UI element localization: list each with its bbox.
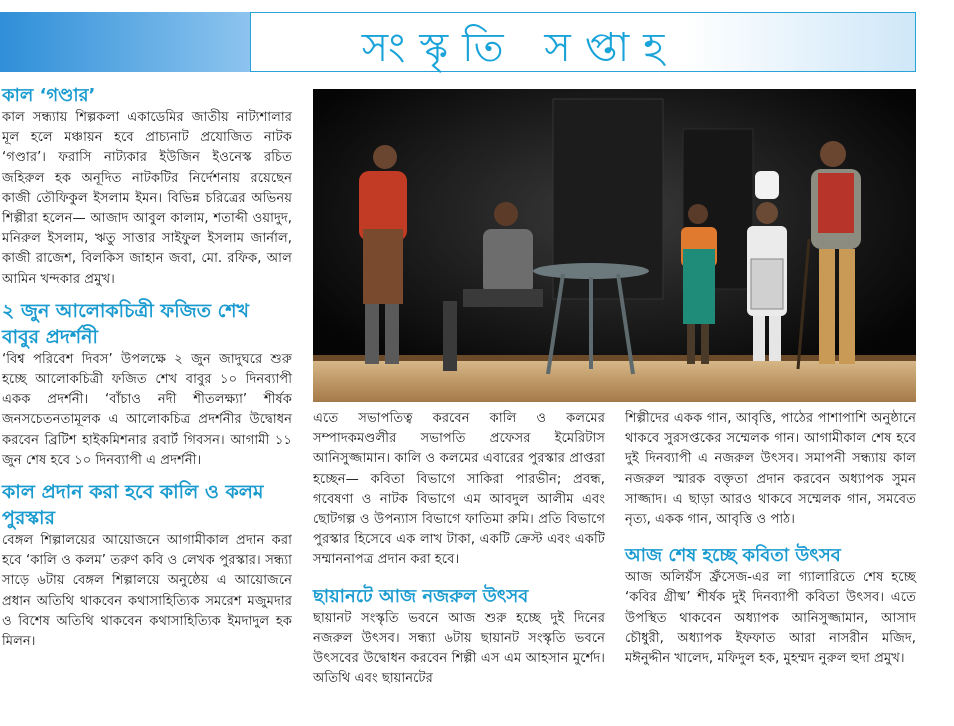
column-1 (2, 84, 292, 652)
headline-photo-exhibition: ২ জুন আলোকচিত্রী ফজিত শেখ বাবুর প্রদর্শনী (2, 299, 249, 348)
section-banner (0, 12, 916, 72)
article-kobita-utsab-body: আজ অলিয়ঁস ফ্রঁসেজ-এর লা গ্যালারিতে শেষ হচ্ছে ‘কবির গ্রীষ্ম’ শীর্ষক দুই দিনব্যাপী কবিতা উৎসব। এতে উপস্থিত থাকবেন অধ্যাপক আনিসুজ্জামান, আসাদ চৌধুরী, অধ্যাপক ইফফাত আরা নাসরীন মজিদ, মঈনুদ্দীন খালেদ, মফিদুল হক, মুহম্মদ নুরুল হুদা প্রমুখ। (625, 570, 916, 667)
column-3 (625, 409, 916, 669)
article-kali-o-kalam-body: বেঙ্গল শিল্পালয়ের আয়োজনে আগামীকাল প্রদান করা হবে ‘কালি ও কলম’ তরুণ কবি ও লেখক পুরস্কার। সন্ধ্যা সাড়ে ৬টায় বেঙ্গল শিল্পালয়ে অনুষ্ঠেয় এ আয়োজনে প্রধান অতিথি থাকবেন কথাসাহিত্যিক সমরেশ মজুমদার ও বিশেষ অতিথি থাকবেন কথাসাহিত্যিক ইমদাদুল হক মিলন। (2, 533, 292, 650)
stage-scene-image (313, 89, 916, 402)
column-2 (313, 409, 605, 689)
article-nazrul-utsab-continued: শিল্পীদের একক গান, আবৃত্তি, পাঠের পাশাপাশি অনুষ্ঠানে থাকবে সুরসপ্তকের সম্মেলক গান। আগামীকাল শেষ হবে দুই দিনব্যাপী এ নজরুল উৎসব। সমাপনী সন্ধ্যায় কাল নজরুল স্মারক বক্তৃতা প্রদান করবেন অধ্যাপক সুমন সাজ্জাদ। এ ছাড়া আরও থাকবে সম্মেলক গান, সমবেত নৃত্য, একক গান, আবৃত্তি ও পাঠ। (625, 411, 916, 528)
article-nazrul-utsab-body: ছায়ানট সংস্কৃতি ভবনে আজ শুরু হচ্ছে দুই দিনের নজরুল উৎসব। সন্ধ্যা ৬টায় ছায়ানট সংস্কৃতি ভবনে উৎসবের উদ্বোধন করবেন শিল্পী এস এম আহসান মুর্শেদ। অতিথি এবং ছায়ানটের (313, 610, 605, 687)
stage-photo (313, 89, 916, 402)
headline-kali-o-kalam: কাল প্রদান করা হবে কালি ও কলম পুরস্কার (2, 481, 264, 530)
headline-gondar: কাল ‘গণ্ডার’ (2, 85, 96, 106)
section-title: সংস্কৃতি সপ্তাহ (361, 25, 679, 71)
article-kali-o-kalam-continued: এতে সভাপতিত্ব করবেন কালি ও কলমের সম্পাদকমণ্ডলীর সভাপতি প্রফেসর ইমেরিটাস আনিসুজ্জামান। কালি ও কলমের এবারের পুরস্কার প্রাপ্তরা হচ্ছেন— কবিতা বিভাগে সাকিরা পারভীন; প্রবন্ধ, গবেষণা ও নাটক বিভাগে এম আবদুল আলীম এবং ছোটগল্প ও উপন্যাস বিভাগে ফাতিমা রুমি। প্রতি বিভাগে পুরস্কার হিসেবে এক লাখ টাকা, একটি ক্রেস্ট এবং একটি সম্মাননাপত্র প্রদান করা হবে। (313, 411, 605, 568)
headline-nazrul-utsab: ছায়ানটে আজ নজরুল উৎসব (313, 585, 529, 607)
banner-gradient (0, 12, 250, 72)
article-photo-exhibition-body: ‘বিশ্ব পরিবেশ দিবস’ উপলক্ষে ২ জুন জাদুঘরে শুরু হচ্ছে আলোকচিত্রী ফজিত শেখ বাবুর ১০ দিনব্যাপী একক প্রদর্শনী। ‘বাঁচাও নদী শীতলক্ষ্যা’ শীর্ষক জনসচেতনতামূলক এ আলোকচিত্র প্রদর্শনীর উদ্বোধন করবেন ব্রিটিশ হাইকমিশনার রবার্ট গিবসন। আগামী ১১ জুন শেষ হবে ১০ দিনব্যাপী এ প্রদর্শনী। (2, 351, 292, 468)
headline-kobita-utsab: আজ শেষ হচ্ছে কবিতা উৎসব (625, 545, 841, 567)
article-gondar-body: কাল সন্ধ্যায় শিল্পকলা একাডেমির জাতীয় নাট্যশালার মূল হলে মঞ্চায়ন হবে প্রাচ্যনাট প্রযোজিত নাটক ‘গণ্ডার’। ফরাসি নাট্যকার ইউজিন ইওনেস্ক রচিত জহিরুল হক অনূদিত নাটকটির নির্দেশনায় রয়েছেন কাজী তৌফিকুল ইসলাম ইমন। বিভিন্ন চরিত্রের অভিনয় শিল্পীরা হলেন— আজাদ আবুল কালাম, শতাব্দী ওয়াদুদ, মনিরুল ইসলাম, ঋতু সাত্তার সাইফুল ইসলাম জার্নাল, কাজী রাজেশ, বিলকিস জাহান জবা, মো. রফিক, আল আমিন খন্দকার প্রমুখ। (2, 110, 292, 287)
